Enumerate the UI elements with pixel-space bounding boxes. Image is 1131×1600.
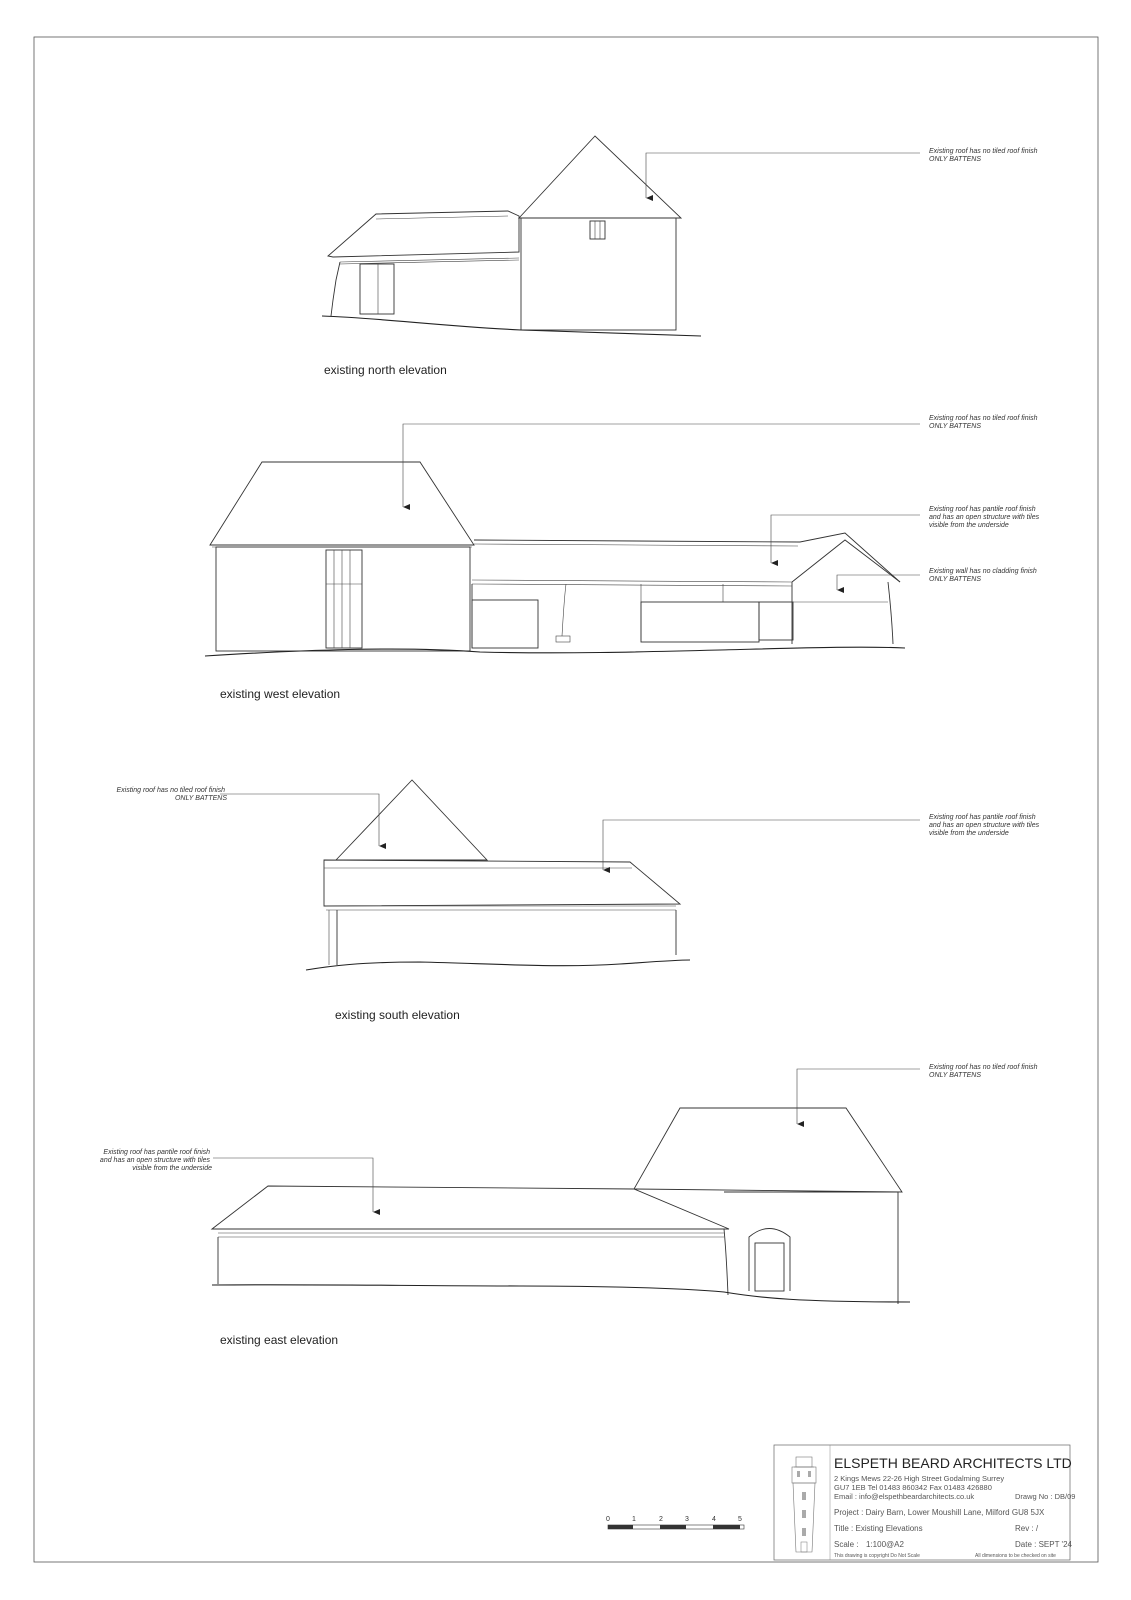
scale-bar <box>606 1516 744 1529</box>
firm-address-2: GU7 1EB Tel 01483 860342 Fax 01483 426880 <box>834 1483 992 1492</box>
scale-value: 1:100@A2 <box>866 1540 904 1549</box>
firm-address-1: 2 Kings Mews 22-26 High Street Godalming Surrey <box>834 1474 1005 1483</box>
south-note-1-line-2: ONLY BATTENS <box>174 795 227 802</box>
south-leader-1 <box>220 794 379 846</box>
project-field: Project : Dairy Barn, Lower Moushill Lane, Milford GU8 5JX <box>834 1508 1045 1517</box>
south-note-2-line-3: visible from the underside <box>929 830 1009 837</box>
title-block <box>774 1445 1075 1560</box>
west-note-1-line-1: Existing roof has no tiled roof finish <box>929 415 1038 422</box>
scale-tick-1: 1 <box>632 1516 636 1523</box>
west-leader-1 <box>403 424 920 507</box>
south-elevation-label: existing south elevation <box>335 1008 460 1022</box>
drawing-number: Drawg No : DB/09 <box>1015 1492 1076 1501</box>
north-note-line-2: ONLY BATTENS <box>929 156 982 163</box>
west-note-1 <box>929 415 1040 430</box>
scale-tick-2: 2 <box>659 1516 663 1523</box>
west-note-2 <box>929 506 1041 529</box>
west-note-2-line-1: Existing roof has pantile roof finish <box>929 506 1036 513</box>
scale-tick-3: 3 <box>685 1516 689 1523</box>
east-note-1-line-1: Existing roof has no tiled roof finish <box>929 1064 1038 1071</box>
west-leader-3 <box>837 575 920 590</box>
west-note-3-line-2: ONLY BATTENS <box>929 576 982 583</box>
north-note <box>929 148 1040 163</box>
west-note-3-line-1: Existing wall has no cladding finish <box>929 568 1037 575</box>
west-note-3 <box>929 568 1039 583</box>
firm-name: ELSPETH BEARD ARCHITECTS LTD <box>834 1455 1072 1471</box>
east-note-2-line-1: Existing roof has pantile roof finish <box>103 1149 211 1156</box>
west-note-2-line-3: visible from the underside <box>929 522 1009 529</box>
south-note-2 <box>929 814 1041 837</box>
south-note-1 <box>116 787 227 802</box>
date-field: Date : SEPT '24 <box>1015 1540 1072 1549</box>
north-elevation-drawing <box>322 136 701 336</box>
east-note-1 <box>929 1064 1040 1079</box>
water-tower-logo <box>792 1457 816 1552</box>
scale-tick-5: 5 <box>738 1516 742 1523</box>
south-note-1-line-1: Existing roof has no tiled roof finish <box>116 787 226 794</box>
scale-tick-4: 4 <box>712 1516 716 1523</box>
scale-label: Scale : <box>834 1540 859 1549</box>
east-elevation-label: existing east elevation <box>220 1333 339 1347</box>
east-note-1-line-2: ONLY BATTENS <box>929 1072 982 1079</box>
north-elevation-label: existing north elevation <box>324 363 447 377</box>
east-note-2 <box>100 1149 212 1172</box>
south-elevation-drawing <box>306 780 690 970</box>
title-field: Title : Existing Elevations <box>834 1524 923 1533</box>
west-elevation-drawing <box>205 462 905 656</box>
east-leader-2 <box>213 1158 373 1212</box>
east-note-2-line-3: visible from the underside <box>132 1165 212 1172</box>
copyright-note: This drawing is copyright Do Not Scale <box>834 1553 920 1559</box>
east-note-2-line-2: and has an open structure with tiles <box>99 1157 211 1164</box>
south-leader-2 <box>603 820 920 870</box>
north-leader <box>646 153 920 198</box>
west-note-2-line-2: and has an open structure with tiles <box>929 514 1040 521</box>
east-leader-1 <box>797 1069 920 1124</box>
west-note-1-line-2: ONLY BATTENS <box>929 423 982 430</box>
west-leader-2 <box>771 515 920 563</box>
south-note-2-line-2: and has an open structure with tiles <box>929 822 1040 829</box>
south-note-2-line-1: Existing roof has pantile roof finish <box>929 814 1036 821</box>
west-elevation-label: existing west elevation <box>220 687 341 701</box>
firm-email: Email : info@elspethbeardarchitects.co.uk <box>834 1492 975 1501</box>
revision-field: Rev : / <box>1015 1524 1039 1533</box>
dimensions-note: All dimensions to be checked on site <box>975 1553 1056 1559</box>
north-note-line-1: Existing roof has no tiled roof finish <box>929 148 1038 155</box>
scale-tick-0: 0 <box>606 1516 610 1523</box>
east-elevation-drawing <box>212 1108 910 1304</box>
